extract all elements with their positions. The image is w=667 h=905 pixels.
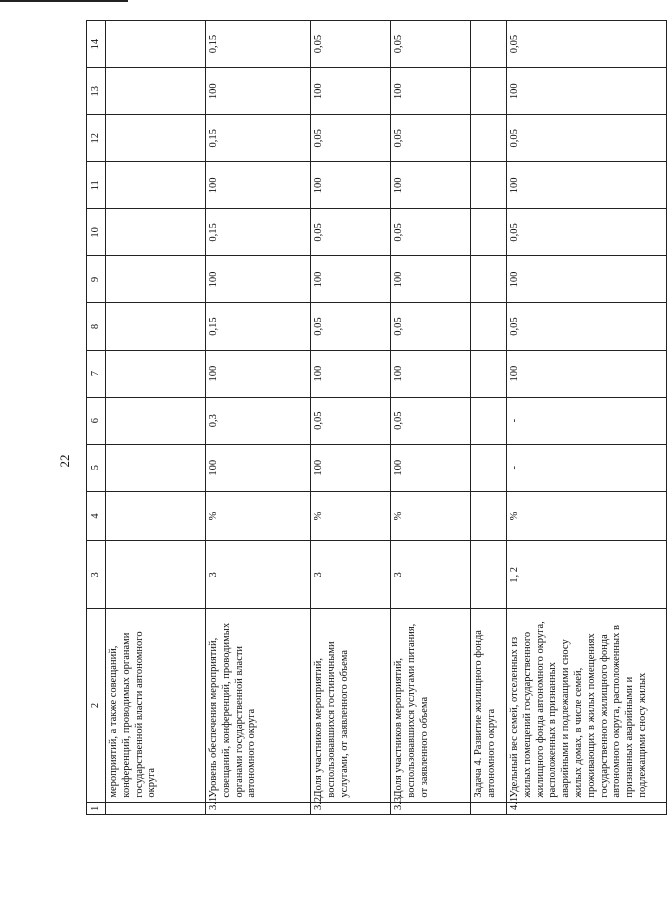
value-cell: 100: [206, 256, 311, 303]
column-number-cell: 1: [87, 802, 106, 814]
column-number-cell: 11: [87, 162, 106, 209]
value-cell: 100: [311, 444, 391, 491]
page-number: 22: [57, 454, 72, 468]
value-cell: 0,05: [507, 209, 667, 256]
value-cell: 0,15: [206, 21, 311, 68]
value-cell: [106, 541, 206, 609]
value-cell: [106, 209, 206, 256]
value-cell: 100: [391, 350, 471, 397]
value-cell: 100: [311, 68, 391, 115]
indicator-name-cell: Доля участников мероприятий, воспользовавшихся услугами питания, от заявленного объема: [391, 609, 471, 802]
value-cell: 0,05: [391, 397, 471, 444]
column-number-cell: 5: [87, 444, 106, 491]
table-row: [391, 21, 471, 815]
value-cell: 100: [311, 350, 391, 397]
row-number-cell: [106, 802, 206, 814]
value-cell: -: [507, 444, 667, 491]
value-cell: [106, 491, 206, 541]
rotated-table-container: [86, 20, 648, 815]
value-cell: 0,05: [311, 397, 391, 444]
value-cell: 3: [206, 541, 311, 609]
value-cell: 0,05: [507, 303, 667, 350]
table-row: [206, 21, 311, 815]
value-cell: [106, 162, 206, 209]
indicator-name-cell: Уровень обеспечения мероприятий, совещаний, конференций, проводимых органами государственной власти автономного округа: [206, 609, 311, 802]
indicator-name-cell: Задача 4. Развитие жилищного фонда автономного округа: [471, 609, 507, 802]
value-cell: 0,05: [311, 209, 391, 256]
value-cell: 100: [507, 68, 667, 115]
value-cell: 100: [206, 350, 311, 397]
column-number-cell: 12: [87, 115, 106, 162]
value-cell: %: [507, 491, 667, 541]
value-cell: [471, 115, 507, 162]
value-cell: 0,3: [206, 397, 311, 444]
value-cell: 0,05: [311, 303, 391, 350]
value-cell: -: [507, 397, 667, 444]
value-cell: [471, 162, 507, 209]
value-cell: 100: [507, 162, 667, 209]
value-cell: [471, 21, 507, 68]
value-cell: [106, 68, 206, 115]
value-cell: 3: [391, 541, 471, 609]
top-rule: [0, 0, 128, 2]
column-number-cell: 3: [87, 541, 106, 609]
value-cell: [471, 491, 507, 541]
value-cell: 100: [206, 444, 311, 491]
indicator-name-cell: Доля участников мероприятий, воспользовавшихся гостиничными услугами, от заявленного объема: [311, 609, 391, 802]
column-number-cell: 8: [87, 303, 106, 350]
table-row: [106, 21, 206, 815]
column-number-cell: 6: [87, 397, 106, 444]
column-number-cell: 9: [87, 256, 106, 303]
value-cell: [471, 541, 507, 609]
value-cell: 0,05: [507, 115, 667, 162]
table-row: [311, 21, 391, 815]
value-cell: [471, 444, 507, 491]
indicators-table: [86, 20, 667, 815]
value-cell: %: [391, 491, 471, 541]
value-cell: [471, 397, 507, 444]
value-cell: [106, 397, 206, 444]
value-cell: [106, 21, 206, 68]
value-cell: 100: [311, 256, 391, 303]
value-cell: 0,15: [206, 115, 311, 162]
column-number-cell: 10: [87, 209, 106, 256]
value-cell: [471, 209, 507, 256]
value-cell: 0,15: [206, 303, 311, 350]
value-cell: 100: [206, 68, 311, 115]
value-cell: [106, 115, 206, 162]
value-cell: [106, 303, 206, 350]
value-cell: 0,05: [391, 303, 471, 350]
value-cell: [471, 256, 507, 303]
table-row: [507, 21, 667, 815]
row-number-cell: [471, 802, 507, 814]
value-cell: 0,05: [311, 21, 391, 68]
value-cell: 0,05: [391, 115, 471, 162]
value-cell: [471, 68, 507, 115]
value-cell: 0,15: [206, 209, 311, 256]
row-number-cell: 4.1.: [507, 802, 667, 814]
value-cell: %: [206, 491, 311, 541]
column-number-cell: 13: [87, 68, 106, 115]
row-number-cell: 3.1.: [206, 802, 311, 814]
indicator-name-cell: Удельный вес семей, отселенных из жилых помещений государственного жилищного фонда автономного округа, расположенных в признанных аварийными и подлежащими сносу жилых домах, в числе семей, проживающих в жилых помещениях государственного жилищного фонда автономного округа, расположенных в признанных аварийными и подлежащими сносу жилых: [507, 609, 667, 802]
indicator-name-cell: мероприятий, а также совещаний, конференций, проводимых органами государственной власти автономного округа: [106, 609, 206, 802]
row-number-cell: 3.2.: [311, 802, 391, 814]
column-number-cell: 14: [87, 21, 106, 68]
value-cell: 0,05: [391, 21, 471, 68]
value-cell: 1, 2: [507, 541, 667, 609]
column-number-cell: 7: [87, 350, 106, 397]
value-cell: [471, 350, 507, 397]
column-number-cell: 4: [87, 491, 106, 541]
value-cell: [106, 444, 206, 491]
value-cell: 0,05: [391, 209, 471, 256]
value-cell: 100: [206, 162, 311, 209]
value-cell: 0,05: [507, 21, 667, 68]
value-cell: 100: [391, 444, 471, 491]
value-cell: [106, 256, 206, 303]
table-row: [471, 21, 507, 815]
value-cell: 100: [311, 162, 391, 209]
value-cell: [471, 303, 507, 350]
value-cell: 100: [507, 256, 667, 303]
table-body: [87, 21, 667, 815]
value-cell: 100: [391, 256, 471, 303]
value-cell: [106, 350, 206, 397]
value-cell: %: [311, 491, 391, 541]
value-cell: 100: [507, 350, 667, 397]
value-cell: 0,05: [311, 115, 391, 162]
value-cell: 3: [311, 541, 391, 609]
row-number-cell: 3.3.: [391, 802, 471, 814]
value-cell: 100: [391, 162, 471, 209]
value-cell: 100: [391, 68, 471, 115]
column-number-row: [87, 21, 106, 815]
column-number-cell: 2: [87, 609, 106, 802]
